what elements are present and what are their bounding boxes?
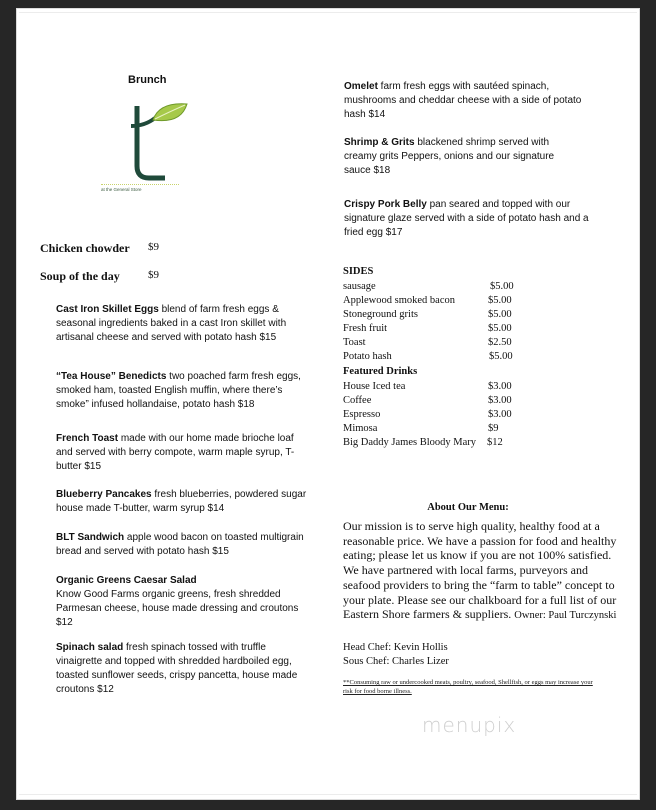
owner-line: Owner: Paul Turczynski xyxy=(514,610,617,622)
side-name: Stoneground grits xyxy=(343,309,418,320)
menupix-watermark: menupix xyxy=(422,713,517,737)
item-name: Omelet xyxy=(344,81,378,92)
item-description: Know Good Farms organic greens, fresh shredded Parmesan cheese, house made dressing and croutons $12 xyxy=(56,589,299,628)
about-body xyxy=(343,519,625,624)
sous-chef-line: Sous Chef: Charles Lizer xyxy=(343,656,449,667)
item-name: Shrimp & Grits xyxy=(344,137,415,148)
drink-name: Mimosa xyxy=(343,423,378,434)
item-name: “Tea House” Benedicts xyxy=(56,371,167,382)
soup-row xyxy=(40,269,159,284)
item-description: apple wood bacon on toasted multigrain bread and served with potato hash $15 xyxy=(56,532,304,557)
drink-name: Espresso xyxy=(343,409,381,420)
soup-price: $9 xyxy=(148,241,159,253)
soup-row xyxy=(40,241,159,256)
side-price: $2.50 xyxy=(488,337,512,348)
item-description: pan seared and topped with our signature glaze served with a side of potato hash and a fried egg $17 xyxy=(344,199,589,238)
soup-price: $9 xyxy=(148,269,159,281)
item-name: Blueberry Pancakes xyxy=(56,489,152,500)
item-description: blackened shrimp served with creamy grits Peppers, onions and our signature sauce $18 xyxy=(344,137,555,176)
leaf-t-logo-icon xyxy=(101,96,191,196)
side-name: Toast xyxy=(343,337,366,348)
drink-price: $3.00 xyxy=(488,395,512,406)
side-price: $5.00 xyxy=(488,295,512,306)
item-name: BLT Sandwich xyxy=(56,532,125,543)
item-name: French Toast xyxy=(56,433,119,444)
side-price: $5.00 xyxy=(489,351,513,362)
drink-price: $12 xyxy=(487,437,503,448)
menu-item xyxy=(56,574,306,630)
about-text: Our mission is to serve high quality, healthy food at a reasonable price. We have a passion for food and healthy eating; please let us know if you are not 100% satisfied. We have partnered with local farms, purveyors and seafood providers to bring the “farm to table” concept to your plate. Please see our chalkboard for a full list of our Eastern Shore farmers & suppliers. xyxy=(343,519,617,622)
side-name: Fresh fruit xyxy=(343,323,388,334)
side-price: $5.00 xyxy=(490,281,514,292)
logo-divider xyxy=(101,184,179,185)
menu-item xyxy=(56,370,304,412)
health-disclaimer: **Consuming raw or undercooked meats, poultry, seafood, Shellfish, or eggs may increase your risk for food borne illness. xyxy=(343,679,593,695)
item-description: made with our home made brioche loaf and served with berry compote, warm maple syrup, T-butter $15 xyxy=(56,433,295,472)
drink-price: $9 xyxy=(488,423,499,434)
item-description: farm fresh eggs with sautéed spinach, mushrooms and cheddar cheese with a side of potato hash $14 xyxy=(344,81,582,120)
soup-name: Soup of the day xyxy=(40,269,120,283)
head-chef-line: Head Chef: Kevin Hollis xyxy=(343,642,448,653)
item-name: Organic Greens Caesar Salad xyxy=(56,575,197,586)
drink-price: $3.00 xyxy=(488,381,512,392)
menu-item xyxy=(56,641,306,697)
logo-tagline: at the General Store xyxy=(101,187,142,192)
drink-name: Coffee xyxy=(343,395,372,406)
menu-item xyxy=(56,531,308,559)
side-name: sausage xyxy=(343,281,376,292)
side-name: Potato hash xyxy=(343,351,392,362)
side-price: $5.00 xyxy=(488,323,512,334)
side-price: $5.00 xyxy=(488,309,512,320)
menu-item xyxy=(56,432,296,474)
menu-title: Brunch xyxy=(128,74,167,86)
menu-item xyxy=(56,303,304,345)
drink-name: House Iced tea xyxy=(343,381,406,392)
drink-name: Big Daddy James Bloody Mary xyxy=(343,437,476,448)
item-description: blend of farm fresh eggs & seasonal ingredients baked in a cast Iron skillet with artisanal cheese and served with potato hash $15 xyxy=(56,304,287,343)
item-name: Cast Iron Skillet Eggs xyxy=(56,304,159,315)
menu-item xyxy=(344,136,578,178)
sides-heading: SIDES xyxy=(343,266,374,277)
drinks-heading: Featured Drinks xyxy=(343,366,418,377)
item-description: fresh spinach tossed with truffle vinaigrette and topped with shredded hardboiled egg, toasted sunflower seeds, crispy pancetta, house made croutons $12 xyxy=(56,642,298,695)
menu-item xyxy=(344,198,594,240)
drink-price: $3.00 xyxy=(488,409,512,420)
item-name: Spinach salad xyxy=(56,642,124,653)
item-description: two poached farm fresh eggs, smoked ham, toasted English muffin, where there’s smoke” infused hollandaise, potato hash $18 xyxy=(56,371,301,410)
item-name: Crispy Pork Belly xyxy=(344,199,427,210)
side-name: Applewood smoked bacon xyxy=(343,295,455,306)
soup-name: Chicken chowder xyxy=(40,241,130,255)
menu-item xyxy=(56,488,308,516)
about-heading: About Our Menu: xyxy=(427,502,509,513)
menu-item xyxy=(344,80,592,122)
item-description: fresh blueberries, powdered sugar house made T-butter, warm syrup $14 xyxy=(56,489,307,514)
